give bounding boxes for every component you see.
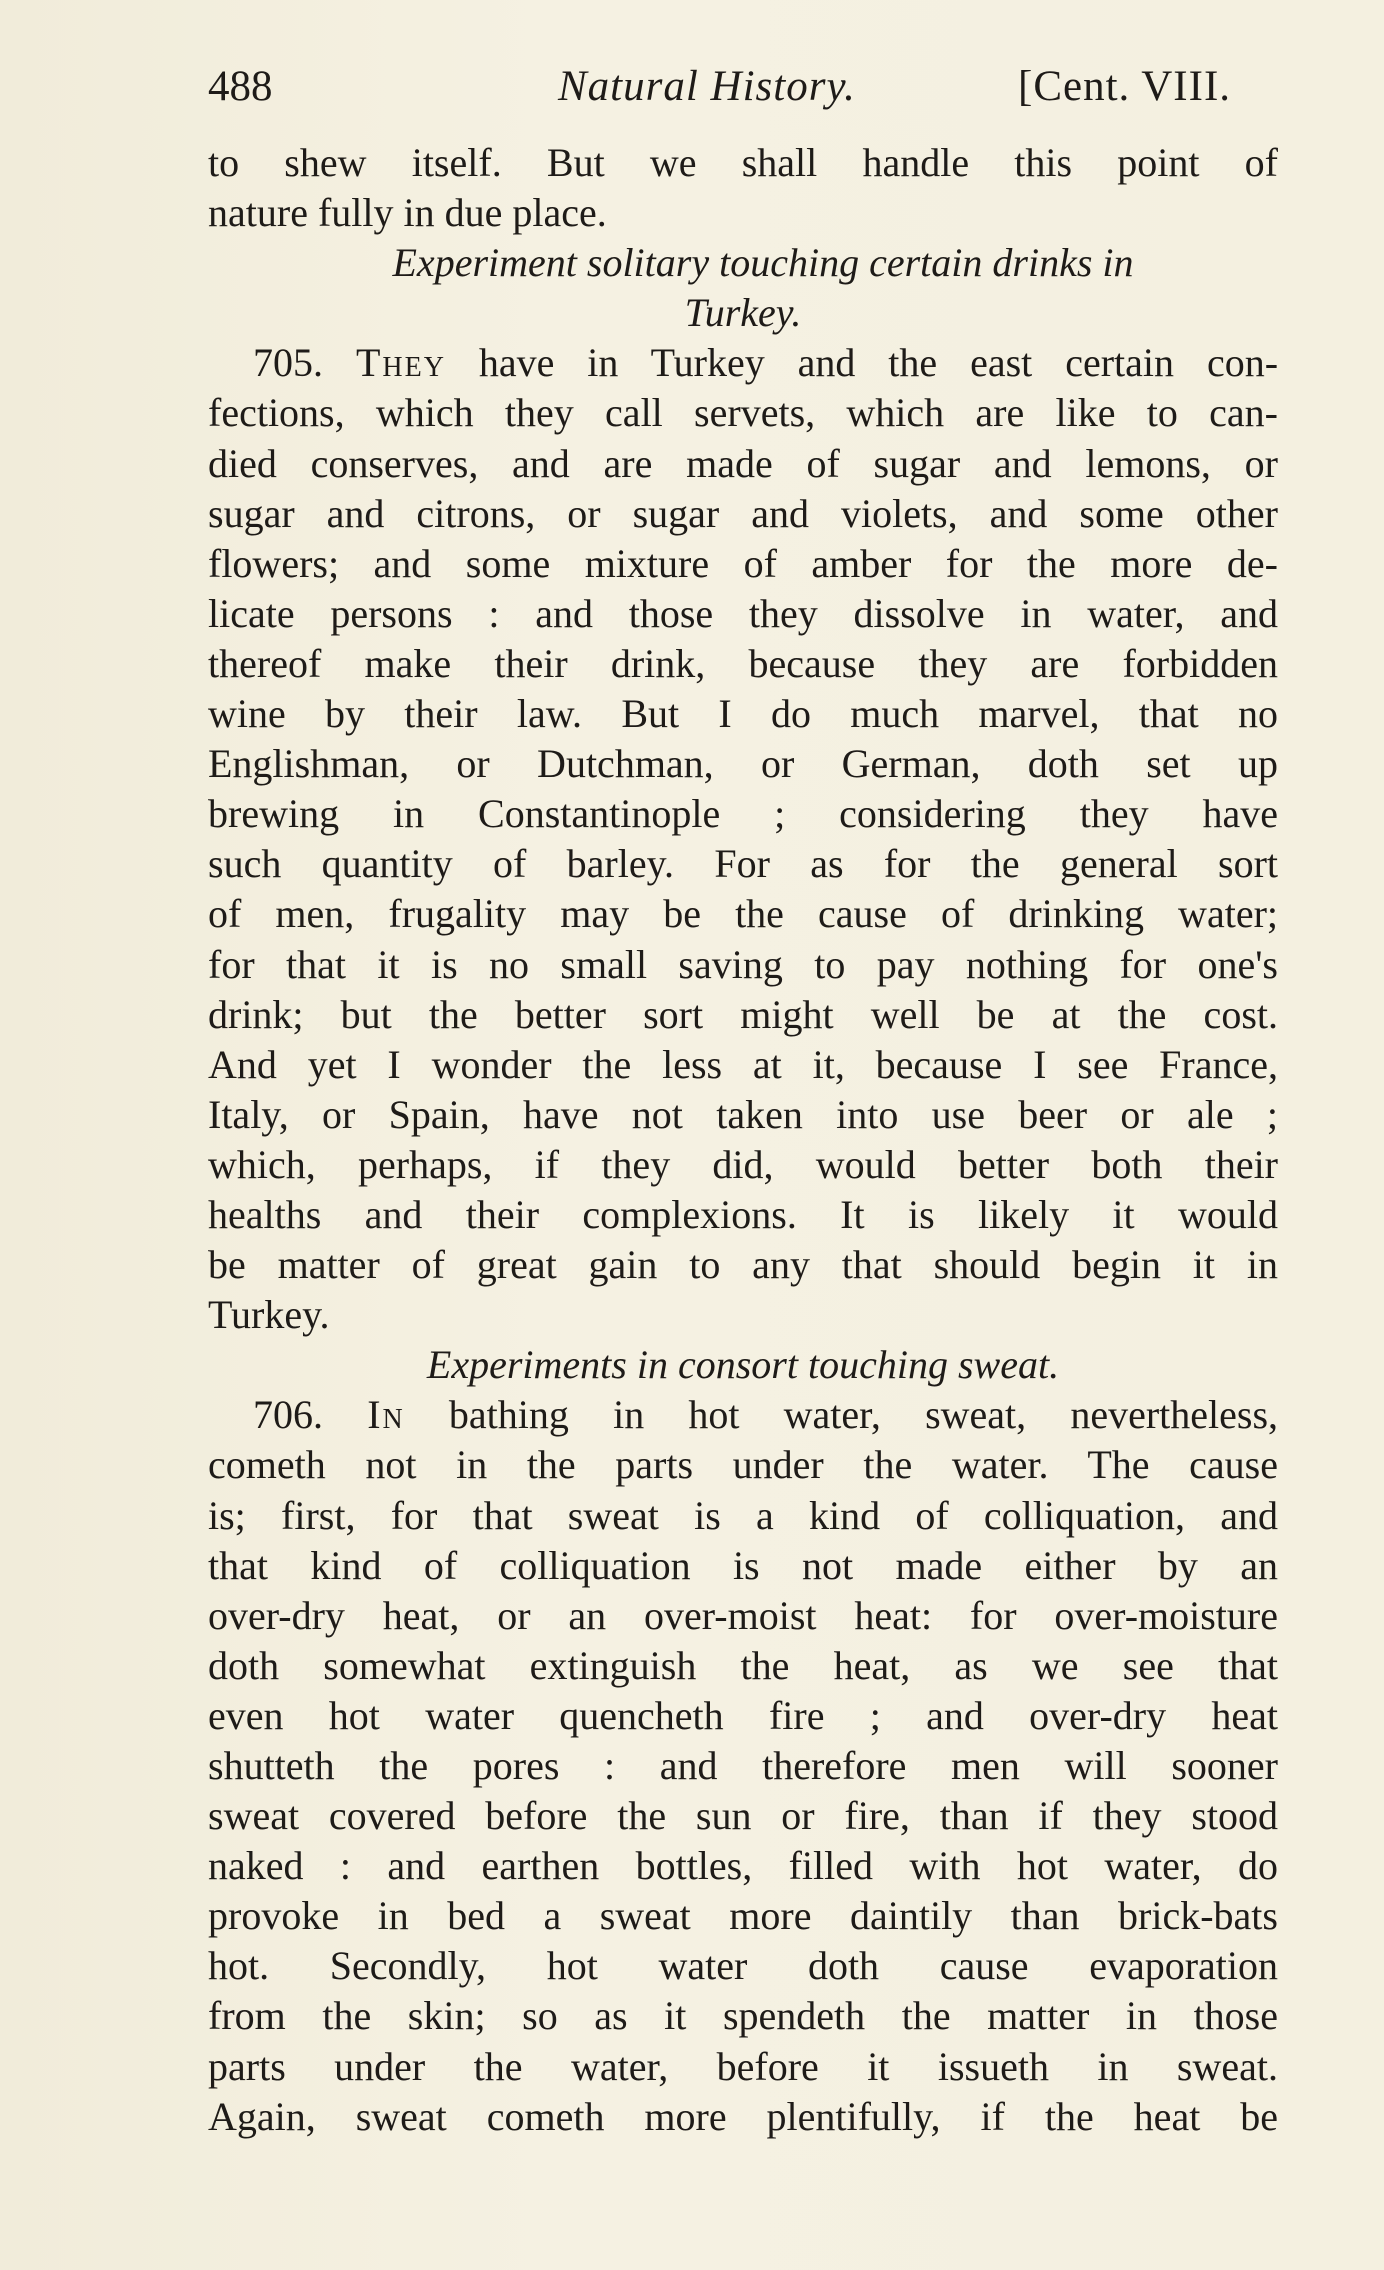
body-text bbox=[208, 138, 1278, 2142]
text-line: drink; but the better sort might well be at the cost. bbox=[208, 991, 1278, 1037]
text-line: sugar and citrons, or sugar and violets, and some other bbox=[208, 490, 1278, 536]
text-line: And yet I wonder the less at it, because I see France, bbox=[208, 1041, 1278, 1087]
paragraph-705-first-line bbox=[208, 338, 1278, 388]
paragraph-lead-word: In bbox=[367, 1392, 405, 1438]
text-line: over-dry heat, or an over-moist heat: for over-moisture bbox=[208, 1592, 1278, 1638]
text-line: doth somewhat extinguish the heat, as we see that bbox=[208, 1642, 1278, 1688]
paragraph-number: 705. bbox=[253, 340, 323, 386]
paragraph-first-line-text: have in Turkey and the east certain con- bbox=[478, 340, 1279, 386]
page-number: 488 bbox=[208, 63, 273, 110]
text-line: fections, which they call servets, which are like to can- bbox=[208, 390, 1278, 436]
text-line: shutteth the pores : and therefore men will sooner bbox=[208, 1743, 1278, 1788]
text-line: which, perhaps, if they did, would better both their bbox=[208, 1141, 1278, 1187]
text-line: is; first, for that sweat is a kind of colliquation, and bbox=[208, 1492, 1278, 1538]
century-marker: [Cent. VIII. bbox=[1018, 63, 1232, 110]
text-line: cometh not in the parts under the water. The cause bbox=[208, 1442, 1278, 1488]
text-line: flowers; and some mixture of amber for the more de- bbox=[208, 540, 1278, 586]
text-line: healths and their complexions. It is likely it would bbox=[208, 1191, 1278, 1237]
text-line: nature fully in due place. bbox=[208, 190, 607, 236]
text-line: to shew itself. But we shall handle this point of bbox=[208, 140, 1278, 185]
text-line: wine by their law. But I do much marvel, that no bbox=[208, 691, 1278, 737]
running-title: Natural History. bbox=[558, 63, 856, 110]
section-heading-706: Experiments in consort touching sweat. bbox=[426, 1342, 1060, 1388]
text-line: provoke in bed a sweat more daintily than brick-bats bbox=[208, 1893, 1278, 1939]
text-line: Italy, or Spain, have not taken into use beer or ale ; bbox=[208, 1091, 1278, 1137]
page-header bbox=[208, 62, 1278, 122]
text-line: naked : and earthen bottles, filled with hot water, do bbox=[208, 1843, 1278, 1889]
text-line: licate persons : and those they dissolve in water, and bbox=[208, 590, 1278, 636]
text-line: brewing in Constantinople ; considering they have bbox=[208, 791, 1278, 837]
text-line: that kind of colliquation is not made either by an bbox=[208, 1542, 1278, 1588]
paragraph-first-line-text: bathing in hot water, sweat, nevertheless, bbox=[448, 1392, 1279, 1438]
text-line: Again, sweat cometh more plentifully, if the heat be bbox=[208, 2093, 1278, 2139]
text-line: be matter of great gain to any that should begin it in bbox=[208, 1242, 1278, 1288]
text-line: sweat covered before the sun or fire, than if they stood bbox=[208, 1793, 1278, 1839]
text-line: parts under the water, before it issueth in sweat. bbox=[208, 2043, 1278, 2089]
text-line: even hot water quencheth fire ; and over-dry heat bbox=[208, 1692, 1278, 1738]
text-line: died conserves, and are made of sugar and lemons, or bbox=[208, 440, 1278, 486]
text-line: for that it is no small saving to pay nothing for one's bbox=[208, 941, 1278, 987]
text-line: Turkey. bbox=[208, 1292, 330, 1338]
text-line: from the skin; so as it spendeth the matter in those bbox=[208, 1993, 1278, 2039]
paragraph-706-first-line bbox=[208, 1390, 1278, 1440]
text-line: thereof make their drink, because they are forbidden bbox=[208, 640, 1278, 686]
section-heading-705: Experiment solitary touching certain drinks in bbox=[392, 240, 1134, 286]
section-heading-705-cont: Turkey. bbox=[684, 290, 802, 336]
paragraph-number: 706. bbox=[253, 1392, 323, 1438]
text-line: Englishman, or Dutchman, or German, doth set up bbox=[208, 741, 1278, 787]
paragraph-lead-word: They bbox=[355, 340, 446, 386]
text-line: hot. Secondly, hot water doth cause evaporation bbox=[208, 1943, 1278, 1989]
text-line: of men, frugality may be the cause of drinking water; bbox=[208, 891, 1278, 937]
text-line: such quantity of barley. For as for the general sort bbox=[208, 841, 1278, 887]
